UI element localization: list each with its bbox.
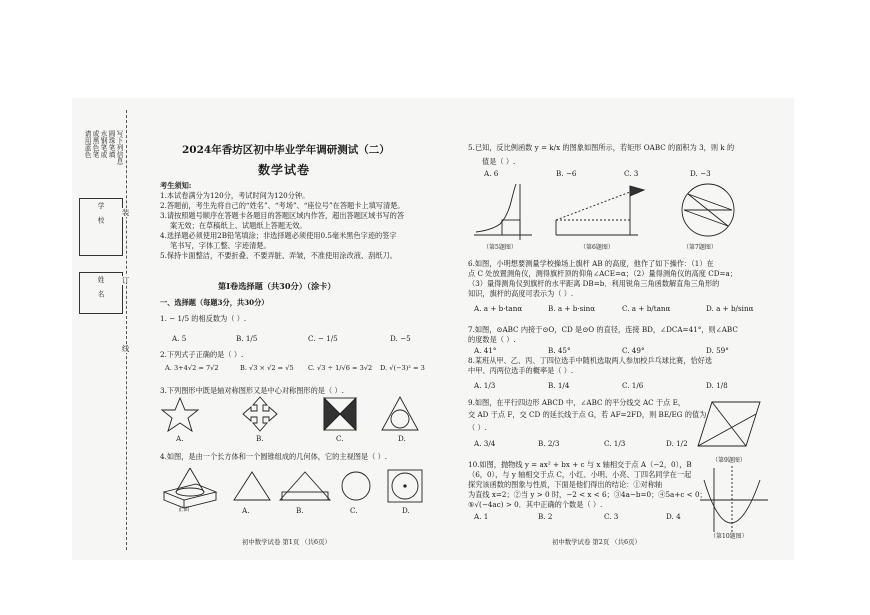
fig10-caption: （第10题图） [710,533,748,540]
q4-option-a: A. [242,506,250,515]
q8-option-b: B. 1/4 [548,381,570,390]
q4-option-b: B. [296,506,304,515]
fig6-caption: （第6题图） [580,244,614,251]
crossed-square-icon [324,398,356,430]
seal-char-3: 线 [122,344,130,353]
instructions-heading: 考生须知: [160,181,192,190]
q3-option-b: B. [256,434,264,443]
fig7-caption: （第7题图） [683,244,717,251]
notice-col-2: 或黑色笔 [91,130,99,159]
q10-stem-line: 探究该函数的图象与性质，下面是他们得出的结论：①对称轴 [468,480,663,489]
q9-stem-line: 9.如图，在平行四边形 ABCD 中，∠ABC 的平分线交 AC 于点 E， [468,398,686,407]
q9-stem-line: 交 AD 于点 F，交 CD 的延长线于点 G，若 AF=2FD，则 BE/EG 的值为 [468,410,707,419]
q10-stem-line: ⑤√(−4ac) > 0．其中正确的个数是（ ）. [468,500,603,509]
q9-option-b: B. 2/3 [538,439,560,448]
q10-option-c: C. 3 [604,512,619,521]
q8-stem-line: 8.某班从甲、乙、丙、丁四位选手中随机选取两人参加校乒乓球比赛，恰好选 [468,356,713,365]
q8-stem-line: 中甲、丙两位选手的概率是（ ）. [468,366,574,375]
q7-option-d: D. 59° [706,346,729,355]
q10-option-b: B. 2 [538,512,553,521]
q3-stem: 3.下列图形中既是轴对称图形又是中心对称图形的是（ ）. [160,386,344,395]
instruction-line: 4.选择题必须使用2B铅笔填涂；非选择题必须使用0.5毫米黑色字迹的签字 [160,231,397,240]
view-option-a-icon [234,472,270,500]
q6-stem-line: 6.如图，小明想要测量学校操场上旗杆 AB 的高度，他作了如下操作：（1）在 [468,259,714,268]
q8-option-d: D. 1/8 [706,381,728,390]
q2-option-a: A. 3+4√2 = 7√2 [165,364,219,372]
q6-option-a: A. a + b·tanα [474,304,523,313]
name-label: 姓名 [96,276,104,306]
figure-row-5-7 [472,180,772,248]
q9-option-a: A. 3/4 [474,439,496,448]
star-icon [162,398,198,431]
q7-option-c: C. 49° [622,346,645,355]
q9-option-c: C. 1/3 [604,439,626,448]
view-option-d-icon [388,470,422,502]
q10-option-d: D. 4 [666,512,681,521]
seal-line [126,110,127,550]
q3-option-d: D. [398,434,406,443]
instruction-line: 5.保持卡面整洁，不要折叠、不要弄脏、弄皱，不准使用涂改液、刮纸刀。 [160,251,397,260]
fig5-graph [474,184,532,240]
q6-stem-line: 点 C 处放置测角仪，测得旗杆顶的仰角∠ACE=α；（2）量得测角仪的高度 CD=a； [468,269,737,278]
q1-option-c: C. − 1/5 [308,334,338,343]
instruction-line: 案无效；在草稿纸上、试题纸上答题无效。 [170,221,307,230]
q4-option-c: C. [350,506,358,515]
view-option-c-icon [342,472,370,500]
q4-figures [160,462,430,514]
q9-stem-line: （ ）. [468,423,487,432]
q7-option-a: A. 41° [474,346,497,355]
q5-stem-line1: 5.已知，反比例函数 y = k/x 的图象如图所示，若矩形 OABC 的面积为 3，则 k 的 [468,143,735,152]
q1-option-d: D. −5 [390,334,411,343]
q5-stem-line2: 值是（ ）. [482,157,516,166]
fig10-parabola [700,466,770,534]
instruction-line: 3.请按照题号顺序在答题卡各题目的答题区域内作答，超出答题区域书写的答 [160,211,405,220]
instruction-line: 笔书写，字体工整、字迹清楚。 [170,241,271,250]
exam-subtitle: 数学试卷 [258,163,311,177]
fig9-caption: （第9题图） [712,457,746,464]
q3-figures [160,396,430,436]
fig9-parallelogram [694,398,764,454]
fig6-flagpole [556,186,644,235]
q2-stem: 2.下列式子正确的是（ ）. [160,350,244,359]
q3-option-a: A. [176,434,184,443]
q2-option-c: C. √3 ÷ 1/√6 = 3√2 [308,364,373,372]
notice-col-3: 水钢笔或 [99,130,107,159]
solid-3d-icon [164,468,216,508]
seal-char-1: 装 [122,208,130,217]
triangle-circle-icon [382,397,418,430]
exam-title: 2024年香坊区初中毕业学年调研测试（二） [182,144,390,156]
q6-option-c: C. a + b/tanα [622,304,671,313]
q10-stem-line: （6，0），与 y 轴相交于点 C，小红、小明、小亮、丁四名同学在一起 [468,470,692,479]
q2-option-b: B. √3 × √2 = √5 [240,364,294,372]
instruction-line: 2.答题前，考生先将自己的“姓名”、“考场”、“座位号”在答题卡上填写清楚。 [160,201,405,210]
q5-option-d: D. −3 [690,169,711,178]
q6-option-d: D. a + b/sinα [706,304,754,313]
q7-stem-line: 7.如图，⊙ABC 内接于⊙O，CD 是⊙O 的直径，连接 BD，∠DCA=41°，则∠ABC [468,325,738,334]
instruction-line: 1.本试卷满分为120分，考试时间为120分钟。 [160,191,310,200]
q5-option-b: B. −6 [556,169,577,178]
notice-col-4: 圆珠笔填 [107,130,115,159]
section-subtitle: 一、选择题（每题3分，共30分） [160,298,269,307]
q9-option-d: D. 1/2 [666,439,688,448]
footer-right: 初中数学试卷 第2页 （共6页） [552,538,641,546]
q1-stem: 1. − 1/5 的相反数为（ ）. [160,314,247,323]
q1-option-a: A. 5 [172,334,187,343]
q8-option-a: A. 1/3 [474,381,496,390]
q3-option-c: C. [336,434,344,443]
view-option-b-icon [280,472,330,500]
section-title: 第Ⅰ卷选择题（共30分）（涂卡） [218,281,336,291]
q6-stem-line: 知识，旗杆的高度可表示为（ ）. [468,289,574,298]
fig5-caption: （第5题图） [483,244,517,251]
q4-front-label: 正面 [178,507,190,513]
notice-col-1: 请用蓝色 [83,130,91,159]
footer-left: 初中数学试卷 第1页 （共6页） [242,538,331,546]
q7-option-b: B. 45° [548,346,571,355]
q6-stem-line: （3）量得测角仪到旗杆的水平距离 DB=b．利用锐角三角函数解直角三角形的 [468,279,720,288]
q2-option-d: D. √(−3)² = 3 [380,364,425,372]
q4-stem: 4.如图，是由一个长方体和一个圆锥组成的几何体，它的主视图是（ ）. [160,452,388,461]
fig7-circle [682,184,734,236]
q4-option-d: D. [402,506,410,515]
q10-option-a: A. 1 [474,512,489,521]
q7-stem-line: 的度数是（ ）. [468,335,516,344]
q8-option-c: C. 1/6 [622,381,644,390]
q6-option-b: B. a + b·sinα [548,304,596,313]
q10-stem-line: 为直线 x=2；②当 y > 0 时，−2 < x < 6；③4a−b=0；④5a+c < 0； [468,490,707,499]
q5-option-a: A. 6 [484,169,499,178]
q1-option-b: B. 1/5 [236,334,258,343]
notice-col-5: 写下列信息 [115,130,123,166]
arrow-cross-icon [243,397,277,431]
school-label: 学校 [96,202,104,232]
q5-option-c: C. 3 [624,169,639,178]
q10-stem-line: 10.如图，抛物线 y = ax² + bx + c 与 x 轴相交于点 A（−2，0），B [468,460,692,469]
seal-char-2: 订 [122,276,130,285]
